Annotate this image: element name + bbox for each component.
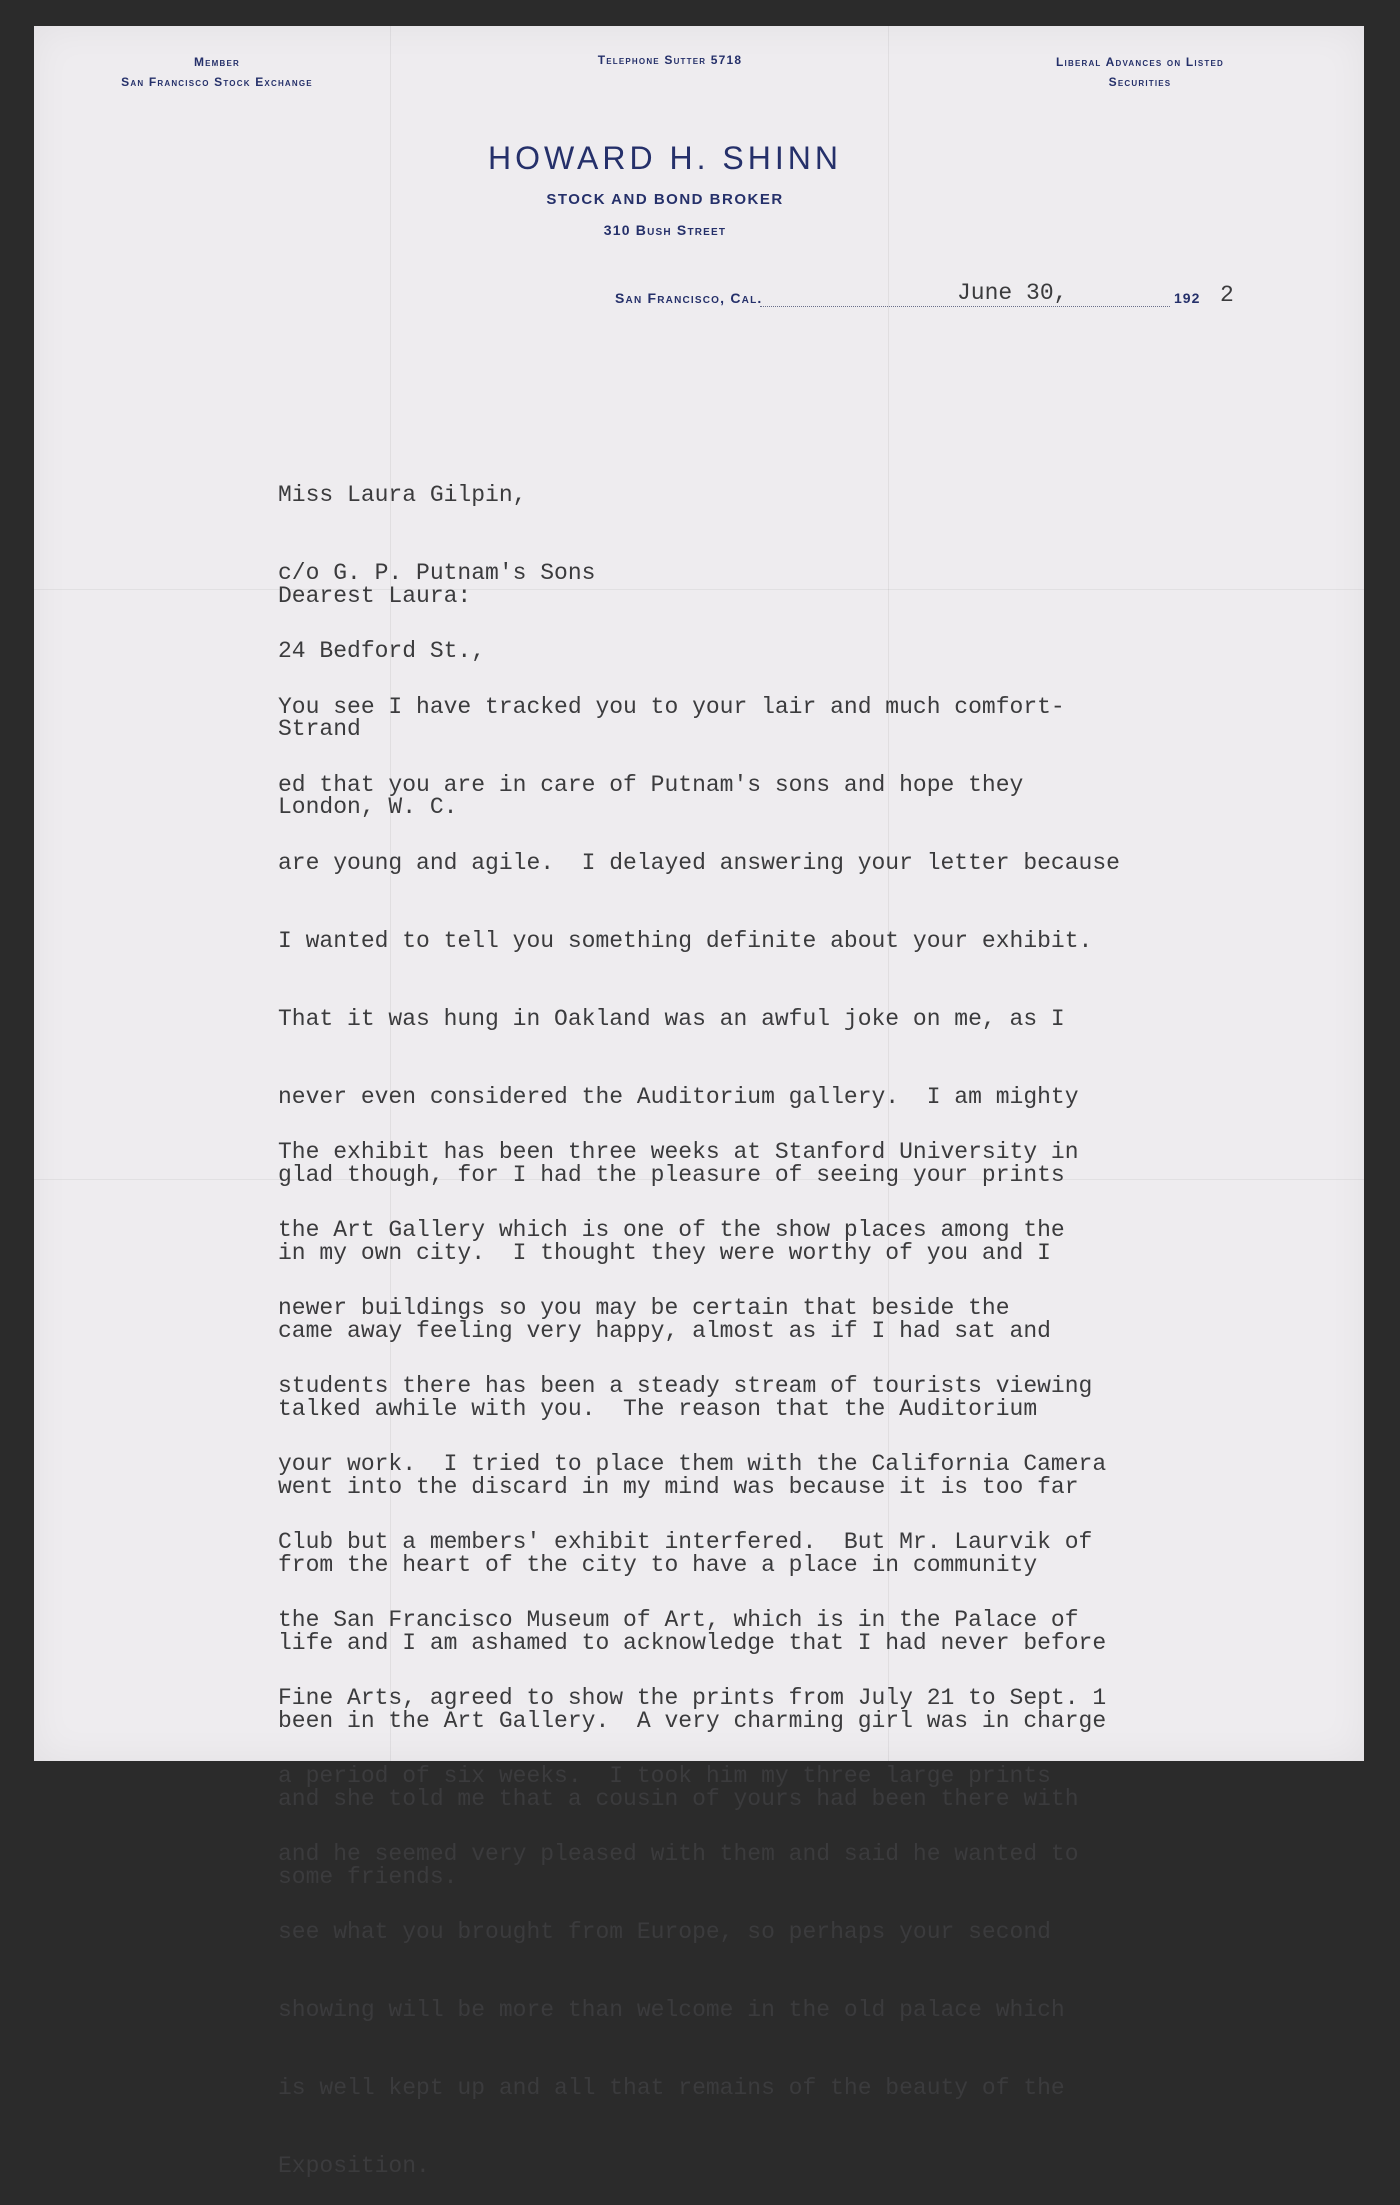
text-line: newer buildings so you may be certain that beside the [278,1295,1010,1321]
firm-name: HOWARD H. SHINN [488,140,842,176]
firm-title: STOCK AND BOND BROKER [546,191,784,208]
text-line: and she told me that a cousin of yours had been there with [278,1786,1079,1812]
letterhead-telephone: Telephone Sutter 5718 [597,53,743,67]
address-line: Strand [278,716,361,742]
text-line: ed that you are in care of Putnam's sons and hope they [278,772,1024,798]
text-line: the San Francisco Museum of Art, which is in the Palace of [278,1607,1079,1633]
text-line: went into the discard in my mind was because it is too far [278,1474,1079,1500]
text-line: in my own city. I thought they were worthy of you and I [278,1240,1051,1266]
text-line: Exposition. [278,2153,430,2179]
text-line: your work. I tried to place them with the California Camera [278,1451,1107,1477]
text-line: I wanted to tell you something definite about your exhibit. [278,928,1093,954]
text-line: some friends. [278,1864,458,1890]
dateline-rule [760,306,1170,307]
letterhead-member-text: Member [193,55,241,69]
body-paragraph-2 [278,1087,1106,2205]
text-line: see what you brought from Europe, so perhaps your second [278,1919,1051,1945]
fold-line [34,589,1364,590]
text-line: the Art Gallery which is one of the show places among the [278,1217,1065,1243]
text-line: life and I am ashamed to acknowledge that I had never before [278,1630,1107,1656]
text-line: showing will be more than welcome in the old palace which [278,1997,1065,2023]
address-line: c/o G. P. Putnam's Sons [278,560,596,586]
letter-year-digit: 2 [1220,282,1234,308]
salutation: Dearest Laura: [278,583,472,609]
text-line: and he seemed very pleased with them and said he wanted to [278,1841,1079,1867]
letterhead-advances [1010,52,1270,92]
firm-address: 310 Bush Street [603,222,727,238]
text-line: are young and agile. I delayed answering your letter because [278,850,1120,876]
dateline-year-prefix: 192 [1174,290,1201,306]
address-line: London, W. C. [278,794,458,820]
letterhead-securities-text: Securities [1108,75,1172,89]
text-line: glad though, for I had the pleasure of seeing your prints [278,1162,1065,1188]
address-line: Miss Laura Gilpin, [278,482,527,508]
dateline-place: San Francisco, Cal. [615,290,763,306]
text-line: is well kept up and all that remains of the beauty of the [278,2075,1065,2101]
text-line: from the heart of the city to have a place in community [278,1552,1038,1578]
letterhead-advances-text: Liberal Advances on Listed [1056,55,1224,69]
address-line: 24 Bedford St., [278,638,486,664]
text-line: Fine Arts, agreed to show the prints from July 21 to Sept. 1 [278,1685,1107,1711]
text-line: talked awhile with you. The reason that the Auditorium [278,1396,1038,1422]
text-line: a period of six weeks. I took him my three large prints [278,1763,1051,1789]
text-line: That it was hung in Oakland was an awful joke on me, as I [278,1006,1065,1032]
text-line: never even considered the Auditorium gallery. I am mighty [278,1084,1079,1110]
text-line: came away feeling very happy, almost as if I had sat and [278,1318,1051,1344]
letter-date: June 30, [957,280,1068,306]
text-line: The exhibit has been three weeks at Stanford University in [278,1139,1079,1165]
text-line: You see I have tracked you to your lair and much comfort- [278,694,1065,720]
letterhead-exchange-text: San Francisco Stock Exchange [121,75,313,89]
text-line: Club but a members' exhibit interfered. But Mr. Laurvik of [278,1529,1093,1555]
text-line: been in the Art Gallery. A very charming girl was in charge [278,1708,1107,1734]
text-line: students there has been a steady stream of tourists viewing [278,1373,1093,1399]
letterhead-exchange [72,52,362,92]
